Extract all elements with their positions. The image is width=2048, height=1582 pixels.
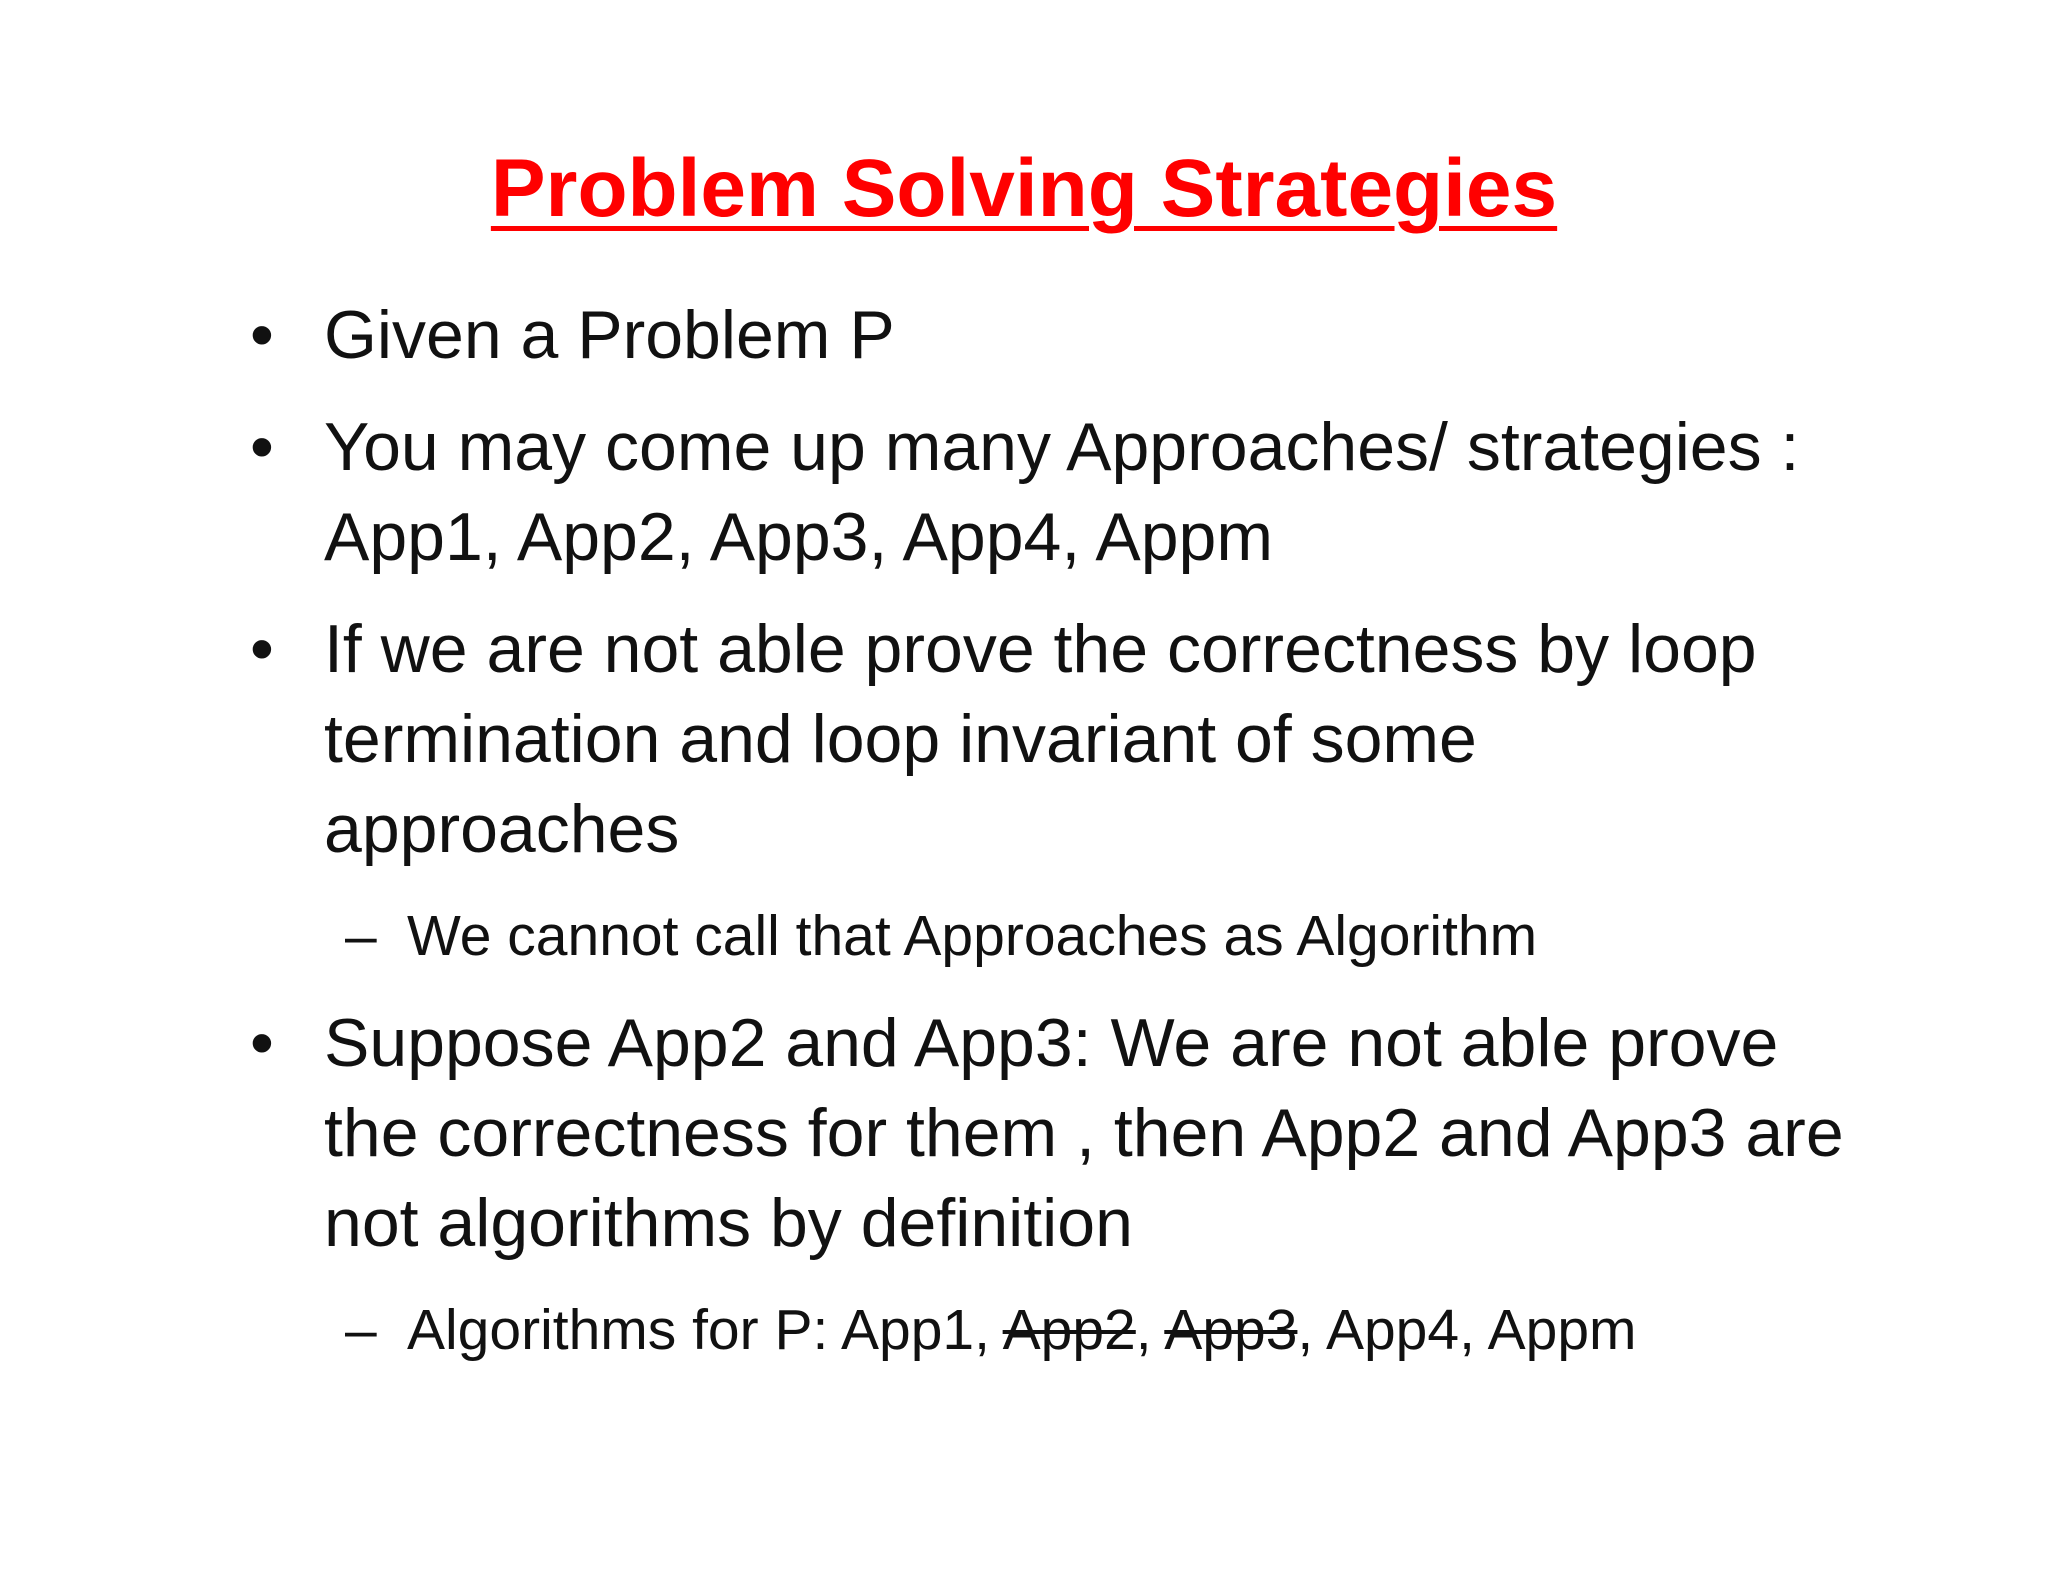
sub-bullet-text-part: , bbox=[1135, 1298, 1165, 1362]
slide-body bbox=[250, 290, 1850, 1392]
sub-bullet-text-part: , App4, Appm bbox=[1297, 1298, 1637, 1362]
sub-bullet-text: We cannot call that Approaches as Algorithm bbox=[407, 904, 1538, 968]
bullet-text: You may come up many Approaches/ strategies : App1, App2, App3, App4, Appm bbox=[324, 409, 1800, 575]
struck-text: App2 bbox=[1002, 1298, 1136, 1362]
bullet-item bbox=[250, 402, 1850, 582]
slide-title: Problem Solving Strategies bbox=[490, 143, 1558, 234]
sub-bullet-item bbox=[250, 896, 1850, 976]
bullet-text: Suppose App2 and App3: We are not able prove the correctness for them , then App2 and App3 are not algorithms by definition bbox=[324, 1005, 1844, 1261]
sub-bullet-item bbox=[250, 1290, 1850, 1370]
bullet-dot-icon: • bbox=[250, 1005, 274, 1081]
bullet-item bbox=[250, 604, 1850, 874]
bullet-item bbox=[250, 290, 1850, 380]
struck-text: App3 bbox=[1164, 1298, 1298, 1362]
dash-icon: – bbox=[345, 904, 377, 968]
dash-icon: – bbox=[345, 1298, 377, 1362]
bullet-dot-icon: • bbox=[250, 297, 274, 373]
bullet-text: Given a Problem P bbox=[324, 297, 895, 373]
sub-bullet-text-part: Algorithms for P: App1, bbox=[407, 1298, 1003, 1362]
sub-bullet-text bbox=[407, 1298, 1637, 1362]
bullet-dot-icon: • bbox=[250, 409, 274, 485]
bullet-dot-icon: • bbox=[250, 611, 274, 687]
bullet-item bbox=[250, 998, 1850, 1268]
bullet-text: If we are not able prove the correctness by loop termination and loop invariant of some approaches bbox=[324, 611, 1757, 867]
